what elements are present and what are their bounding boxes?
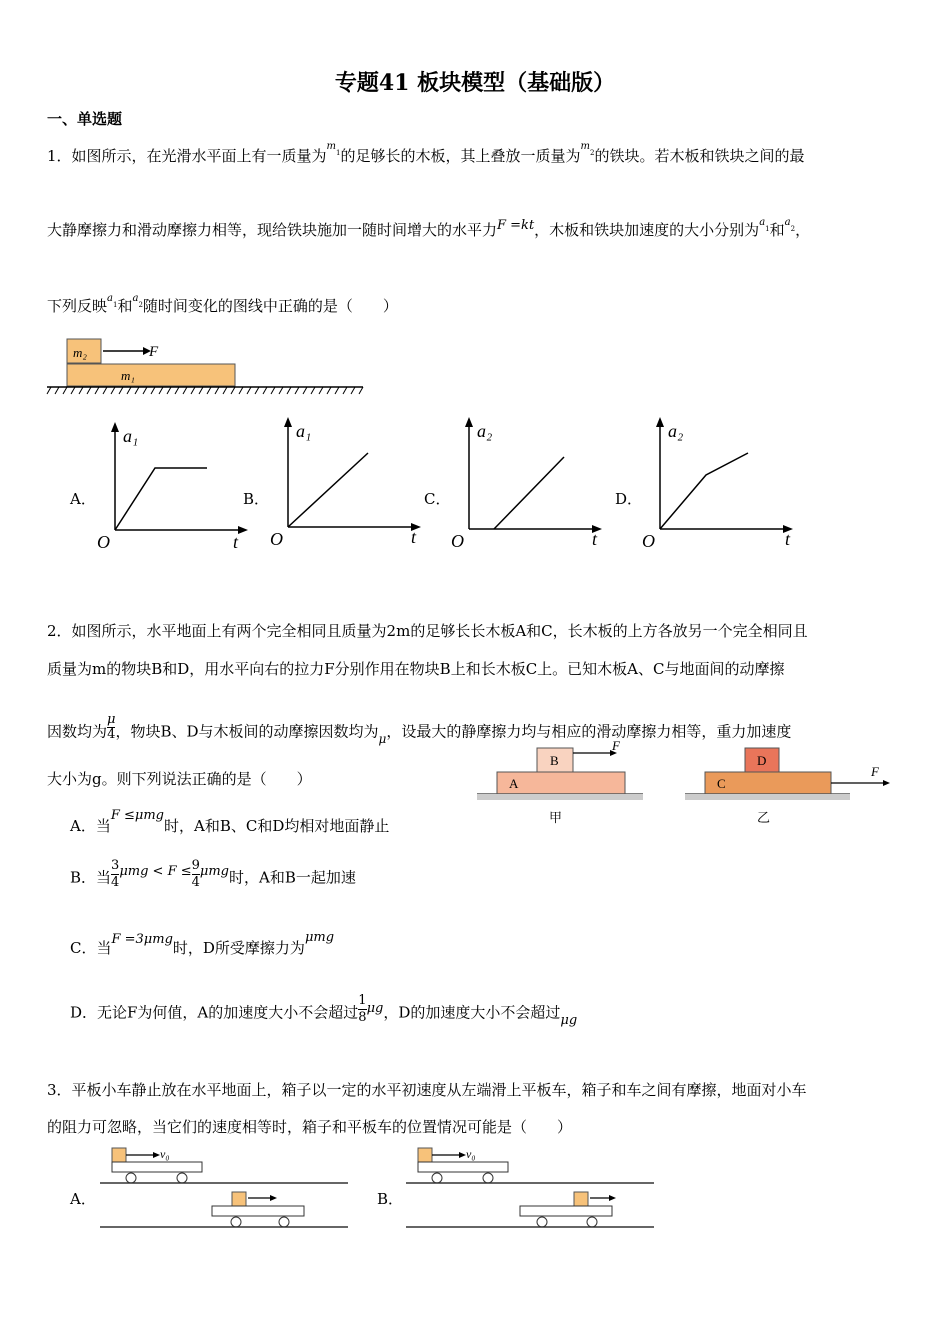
q3-figure-a (98, 1142, 350, 1234)
graph-c-origin: O (451, 531, 464, 550)
block-b-label: B (550, 753, 559, 768)
graph-d-ylabel: a₂ (668, 421, 684, 441)
q1-graph-c (449, 415, 609, 550)
q1-option-b-label[interactable]: B． (243, 490, 270, 508)
block-d-label: D (757, 753, 767, 768)
box-start (112, 1148, 126, 1162)
box-start (418, 1148, 432, 1162)
q3-figure-b (404, 1142, 656, 1234)
q2-figure (475, 738, 905, 828)
graph-d-curve (660, 453, 748, 529)
q1-line2: 大静摩擦力和滑动摩擦力相等，现给铁块施加一随时间增大的水平力F =kt，木板和铁块加速度的大小分别为$^a_1$和$^a_2$， (47, 217, 811, 239)
graph-a-ylabel: a₁ (123, 426, 139, 446)
cart-end (212, 1206, 304, 1216)
graph-b-origin: O (270, 529, 283, 549)
q1-graph-b (268, 415, 428, 550)
q2-line1: 2．如图所示，水平地面上有两个完全相同且质量为2m的足够长长木板A和C，长木板的上方各放另一个完全相同且 (47, 622, 808, 640)
q1-graph-a (95, 420, 255, 555)
graph-c-ylabel: a₂ (477, 421, 493, 441)
cart-start (418, 1162, 508, 1172)
q2-option-a[interactable]: A．当F ≤μmg时，A和B、C和D均相对地面静止 (70, 808, 390, 835)
box-end (574, 1192, 588, 1206)
block-m1 (67, 364, 235, 386)
q2-line4: 大小为g。则下列说法正确的是（ ） (47, 770, 312, 788)
graph-b-curve (288, 453, 368, 527)
ground-yi (685, 794, 850, 800)
force-f1-label: F (612, 738, 620, 753)
page-title: 专题41 板块模型（基础版） (334, 70, 616, 96)
graph-d-xlabel: t (785, 529, 791, 549)
q3-line1: 3．平板小车静止放在水平地面上，箱子以一定的水平初速度从左端滑上平板车，箱子和车之间有摩擦，地面对小车 (47, 1081, 807, 1099)
ground-hatch (47, 387, 363, 394)
q1-board-figure (45, 336, 365, 396)
graph-c-xlabel: t (592, 529, 598, 549)
q1-option-c-label[interactable]: C． (424, 490, 451, 508)
q1-graph-d (640, 415, 805, 550)
q1-option-a-label[interactable]: A． (70, 490, 96, 508)
q2-option-c[interactable]: C．当F =3μmg时，D所受摩擦力为μmg (70, 930, 335, 957)
graph-d-origin: O (642, 531, 655, 550)
q2-line3: 因数均为 $\frac{\mu}{4}$ ，物块B、D与木板间的动摩擦因数均为$_\mu$，设最大的静摩擦力均与相应的滑动摩擦力相等，重力加速度 (47, 712, 792, 746)
section-heading: 一、单选题 (47, 110, 123, 128)
block-a-label: A (509, 776, 519, 791)
ground-jia (477, 794, 643, 800)
graph-a-origin: O (97, 532, 110, 552)
graph-a-xlabel: t (233, 532, 239, 552)
q2-option-b[interactable]: B．当 $\frac{3}{4}$ μmg < F ≤ $\frac{9}{4}$ μmg时，A和B一起加速 (70, 858, 356, 890)
q3-option-a-label[interactable]: A． (70, 1190, 96, 1208)
block-c-label: C (717, 776, 726, 791)
graph-b-ylabel: a₁ (296, 421, 312, 441)
q1-option-d-label[interactable]: D． (615, 490, 643, 508)
graph-b-xlabel: t (411, 527, 417, 547)
cart-start (112, 1162, 202, 1172)
block-m1-label: m₁ (121, 368, 135, 383)
v0-label: v₀ (466, 1147, 476, 1161)
q2-option-d[interactable]: D．无论F为何值，A的加速度大小不会超过 $\frac{1}{8}$ μg，D的加速度大小不会超过μg (70, 993, 578, 1028)
v0-label: v₀ (160, 1147, 170, 1161)
caption-yi: 乙 (757, 810, 771, 825)
q3-option-b-label[interactable]: B． (377, 1190, 404, 1208)
force-f2-label: F (871, 764, 879, 779)
cart-end (520, 1206, 612, 1216)
q1-line1: 1．如图所示，在光滑水平面上有一质量为$^m_1$的足够长的木板，其上叠放一质量为$^m_2$的铁块。若木板和铁块之间的最 (47, 141, 805, 165)
box-end (232, 1192, 246, 1206)
caption-jia: 甲 (549, 810, 563, 825)
graph-a-curve (115, 468, 207, 530)
block-m2-label: m₂ (73, 345, 87, 360)
q2-line2: 质量为m的物块B和D，用水平向右的拉力F分别作用在物块B上和长木板C上。已知木板A、C与地面间的动摩擦 (47, 660, 785, 678)
force-label: F (149, 344, 159, 360)
q3-line2: 的阻力可忽略，当它们的速度相等时，箱子和平板车的位置情况可能是（ ） (47, 1118, 573, 1136)
graph-c-curve (494, 457, 564, 529)
q1-line3: 下列反映$^a_1$和$^a_2$随时间变化的图线中正确的是（ ） (47, 293, 398, 315)
